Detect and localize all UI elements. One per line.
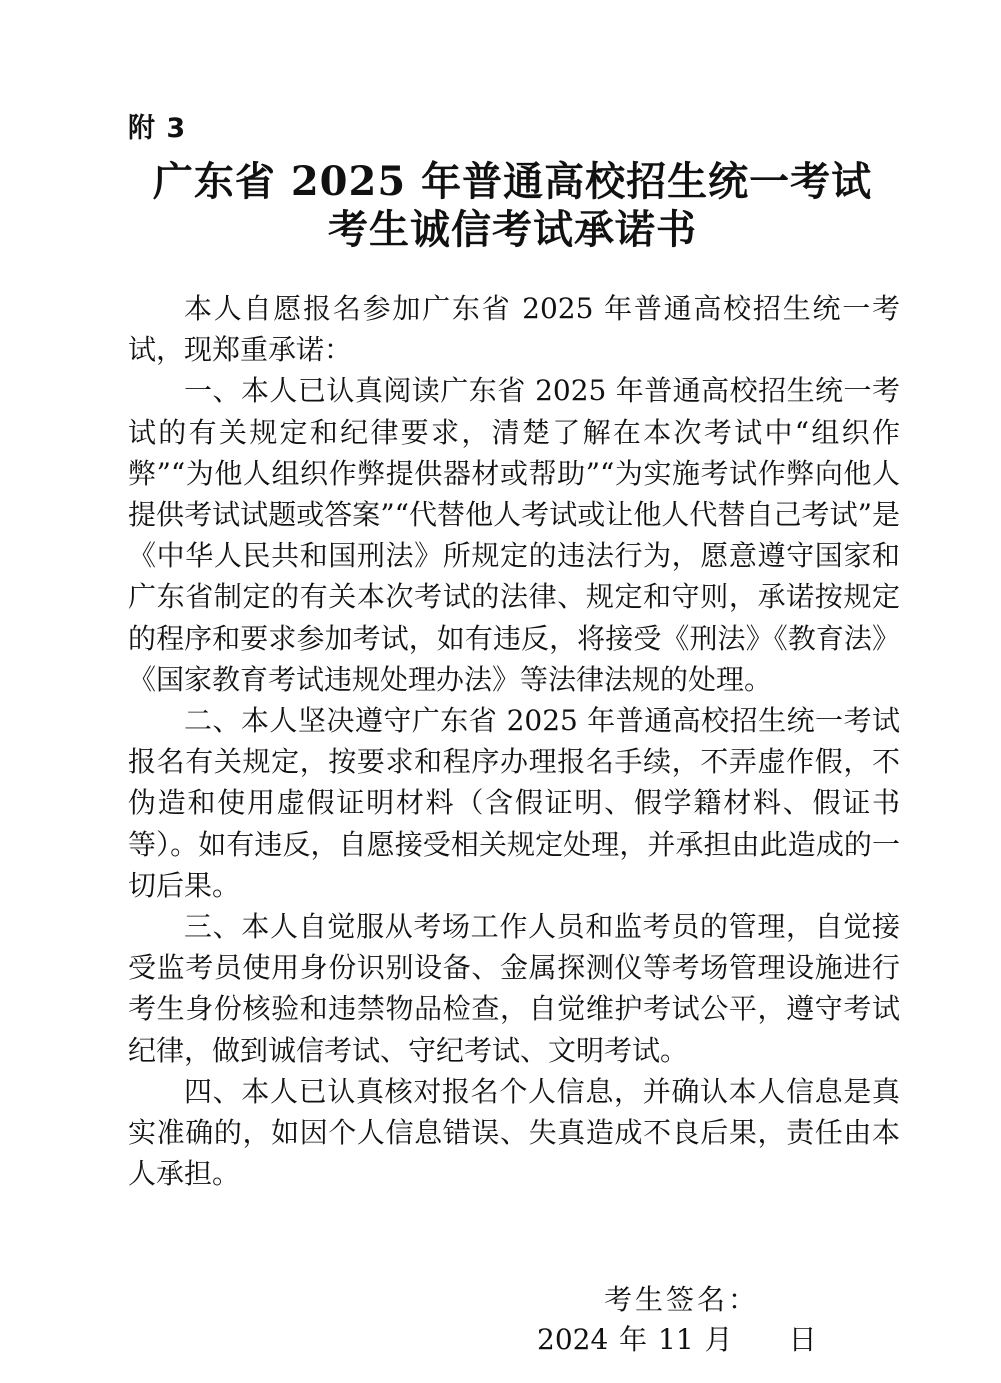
paragraph-commitment-2: 二、本人坚决遵守广东省 2025 年普通高校招生统一考试报名有关规定，按要求和程序办理报名手续，不弄虚作假，不伪造和使用虚假证明材料（含假证明、假学籍材料、假证书等）。如有违反，自愿接受相关规定处理，并承担由此造成的一切后果。 xyxy=(128,704,900,902)
attachment-label: 附 3 xyxy=(128,113,187,144)
paragraph-intro: 本人自愿报名参加广东省 2025 年普通高校招生统一考试，现郑重承诺： xyxy=(128,292,900,367)
signature-label: 考生签名： xyxy=(604,1283,760,1316)
paragraph-commitment-1: 一、本人已认真阅读广东省 2025 年普通高校招生统一考试的有关规定和纪律要求，清楚了解在本次考试中“组织作弊”“为他人组织作弊提供器材或帮助”“为实施考试作弊向他人提供考试试题或答案”“代替他人考试或让他人代替自己考试”是《中华人民共和国刑法》所规定的违法行为，愿意遵守国家和广东省制定的有关本次考试的法律、规定和守则，承诺按规定的程序和要求参加考试，如有违反，将接受《刑法》《教育法》《国家教育考试违规处理办法》等法律法规的处理。 xyxy=(128,374,900,696)
document-body xyxy=(128,288,900,1194)
date-line: 2024 年 11 月 日 xyxy=(537,1323,817,1356)
paragraph-commitment-3: 三、本人自觉服从考场工作人员和监考员的管理，自觉接受监考员使用身份识别设备、金属探测仪等考场管理设施进行考生身份核验和违禁物品检查，自觉维护考试公平，遵守考试纪律，做到诚信考试、守纪考试、文明考试。 xyxy=(128,910,900,1067)
document-title-line-2: 考生诚信考试承诺书 xyxy=(328,206,697,253)
document-title-line-1: 广东省 2025 年普通高校招生统一考试 xyxy=(152,158,873,205)
paragraph-commitment-4: 四、本人已认真核对报名个人信息，并确认本人信息是真实准确的，如因个人信息错误、失真造成不良后果，责任由本人承担。 xyxy=(128,1074,900,1191)
